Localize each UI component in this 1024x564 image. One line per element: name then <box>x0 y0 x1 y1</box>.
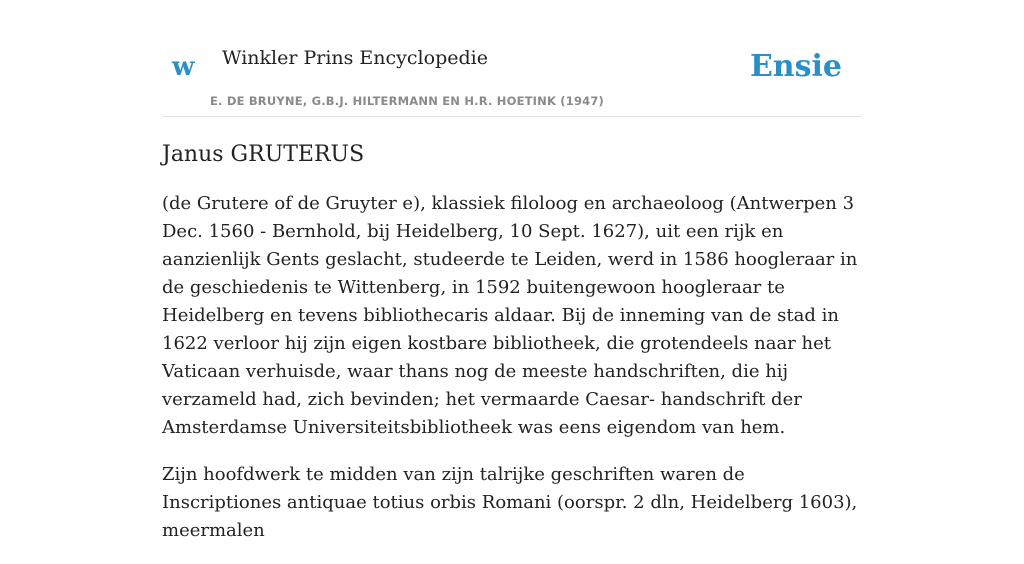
article-title: Janus GRUTERUS <box>162 142 365 167</box>
encyclopedia-authors: E. DE BRUYNE, G.B.J. HILTERMANN EN H.R. HOETINK (1947) <box>210 94 605 108</box>
ensie-logo-link[interactable]: Ensie <box>749 49 842 84</box>
article-paragraph: (de Grutere of de Gruyter e), klassiek filoloog en archaeoloog (Antwerpen 3 Dec. 1560 - Bernhold, bij Heidelberg, 10 Sept. 1627), uit een rijk en aanzienlijk Gents geslacht, studeerde te Leiden, werd in 1586 hoogleraar in de geschiedenis te Wittenberg, in 1592 buitengewoon hoogleraar te Heidelberg en tevens bibliothecaris aldaar. Bij de inneming van de stad in 1622 verloor hij zijn eigen kostbare bibliotheek, die grotendeels naar het Vaticaan verhuisde, waar thans nog de meeste handschriften, die hij verzameld had, zich bevinden; het vermaarde Caesar- handschrift der Amsterdamse Universiteitsbibliotheek was eens eigendom van hem. <box>162 193 858 438</box>
encyclopedia-header <box>162 40 862 117</box>
encyclopedia-title[interactable]: Winkler Prins Encyclopedie <box>222 47 488 69</box>
winkler-prins-logo-icon[interactable]: w <box>172 52 195 82</box>
article <box>162 140 862 564</box>
article-paragraph: Zijn hoofdwerk te midden van zijn talrijke geschriften waren de Inscriptiones antiquae totius orbis Romani (oorspr. 2 dln, Heidelberg 1603), meermalen <box>162 464 858 541</box>
